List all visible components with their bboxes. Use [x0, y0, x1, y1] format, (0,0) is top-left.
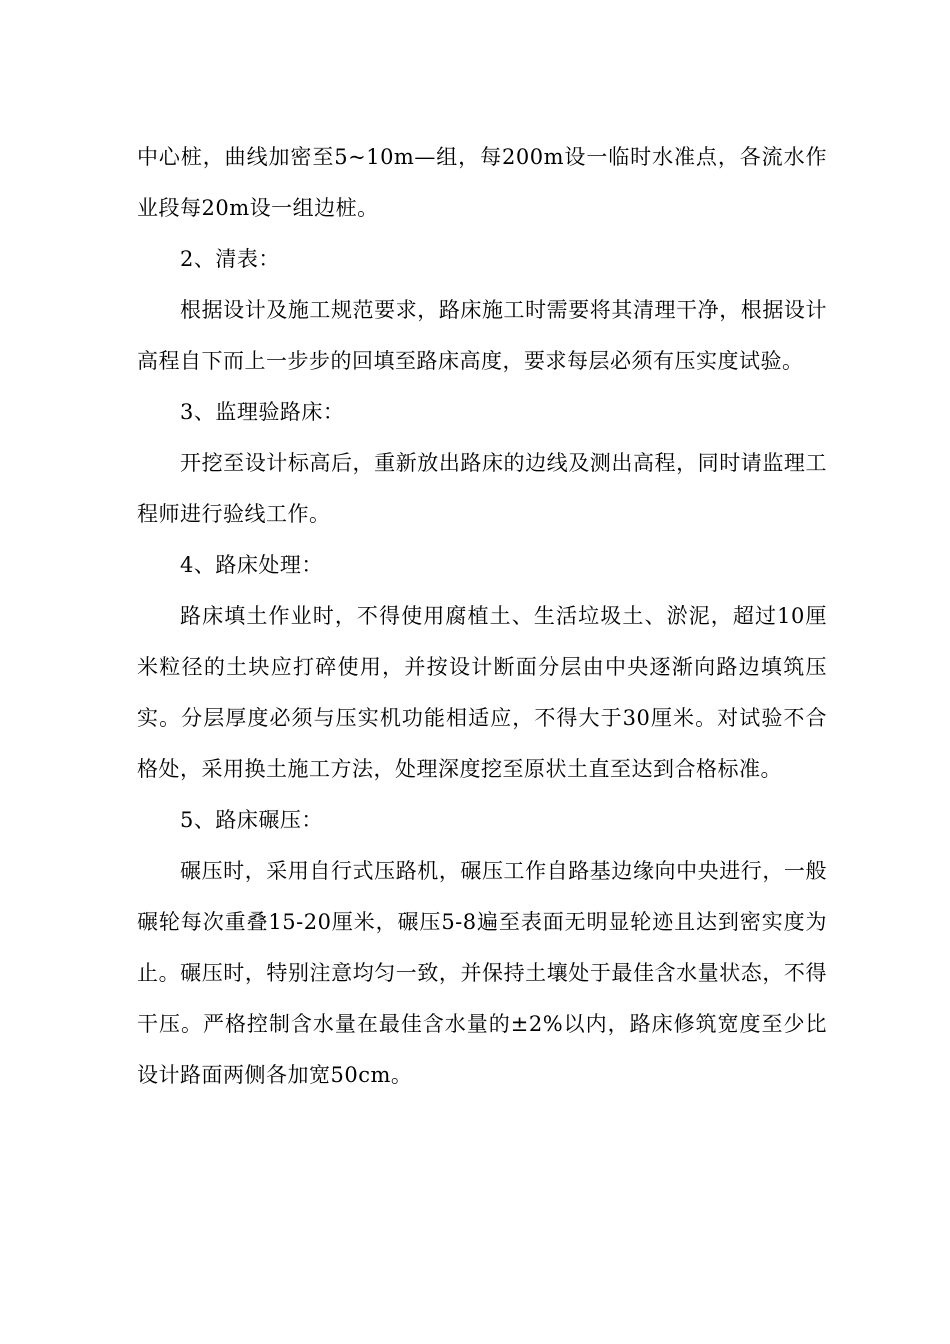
heading-subgrade-treatment: 4、路床处理：: [180, 553, 323, 577]
paragraph-subgrade-treatment: 路床填土作业时，不得使用腐植土、生活垃圾土、淤泥，超过10厘米粒径的土块应打碎使用，并按设计断面分层由中央逐渐向路边填筑压实。分层厚度必须与压实机功能相适应，不得大于30厘米。对试验不合格处，采用换土施工方法，处理深度挖至原状土直至达到合格标准。: [137, 604, 827, 781]
paragraph-supervisor-inspection: 开挖至设计标高后，重新放出路床的边线及测出高程，同时请监理工程师进行验线工作。: [137, 451, 827, 526]
document-body: [137, 132, 827, 1101]
paragraph-stake-layout: 中心桩，曲线加密至5~10m—组，每200m设一临时水准点，各流水作业段每20m设一组边桩。: [137, 145, 827, 220]
heading-supervisor-inspection: 3、监理验路床：: [180, 400, 345, 424]
heading-clearing: 2、清表：: [180, 247, 280, 271]
heading-subgrade-compaction: 5、路床碾压：: [180, 808, 323, 832]
paragraph-clearing: 根据设计及施工规范要求，路床施工时需要将其清理干净，根据设计高程自下而上一步步的回填至路床高度，要求每层必须有压实度试验。: [137, 298, 827, 373]
paragraph-subgrade-compaction: 碾压时，采用自行式压路机，碾压工作自路基边缘向中央进行，一般碾轮每次重叠15-20厘米，碾压5-8遍至表面无明显轮迹且达到密实度为止。碾压时，特别注意均匀一致，并保持土壤处于最佳含水量状态，不得干压。严格控制含水量在最佳含水量的±2%以内，路床修筑宽度至少比设计路面两侧各加宽50cm。: [137, 859, 827, 1087]
